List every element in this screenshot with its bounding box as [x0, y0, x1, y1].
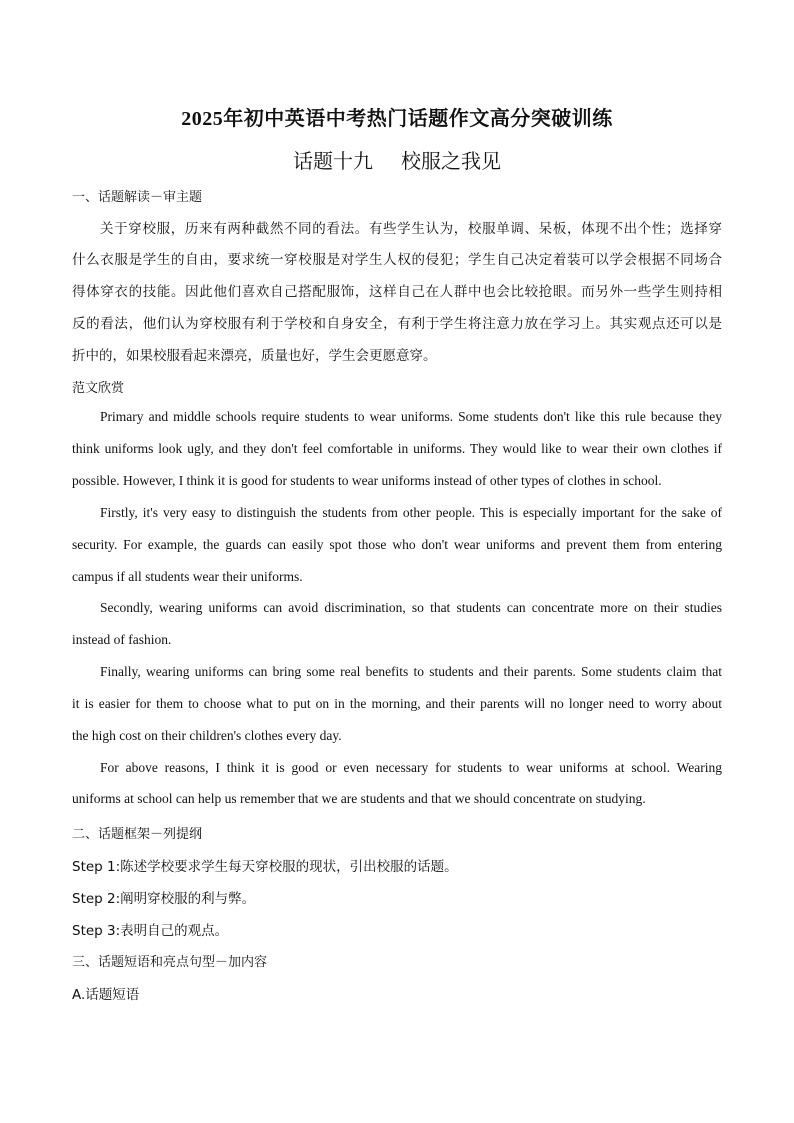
step-2: Step 2:阐明穿校服的利与弊。 [72, 891, 256, 907]
topic-number: 话题十九 [293, 149, 373, 173]
model-line-6: campus if all students wear their uniforms. [72, 569, 303, 584]
section1-line-5: 折中的，如果校服看起来漂亮，质量也好，学生会更愿意穿。 [72, 348, 437, 364]
model-heading: 范文欣赏 [72, 381, 125, 396]
model-line-4: Firstly, it's very easy to distinguish the students from other people. This is especially important for the sake of [100, 505, 722, 520]
section1-line-3: 得体穿衣的技能。因此他们喜欢自己搭配服饰，这样自己在人群中也会比较抢眼。而另外一些学生则持相 [72, 284, 722, 300]
section1-line-1: 关于穿校服，历来有两种截然不同的看法。有些学生认为，校服单调、呆板，体现不出个性；选择穿 [100, 221, 722, 237]
model-line-11: the high cost on their children's clothes every day. [72, 728, 342, 743]
model-line-3: possible. However, I think it is good for students to wear uniforms instead of other types of clothes in school. [72, 473, 662, 488]
topic-subtitle [0, 145, 794, 174]
model-line-9: Finally, wearing uniforms can bring some real benefits to students and their parents. Some students claim that [100, 664, 722, 679]
model-line-12: For above reasons, I think it is good or even necessary for students to wear uniforms at school. Wearing [100, 760, 722, 775]
section3-sub-a: A.话题短语 [72, 987, 140, 1003]
section1-line-4: 反的看法，他们认为穿校服有利于学校和自身安全，有利于学生将注意力放在学习上。其实观点还可以是 [72, 316, 722, 332]
model-line-13: uniforms at school can help us remember that we are students and that we should concentrate on studying. [72, 791, 646, 806]
model-line-1: Primary and middle schools require students to wear uniforms. Some students don't like this rule because they [100, 409, 722, 424]
step-3: Step 3:表明自己的观点。 [72, 923, 229, 939]
section3-heading: 三、话题短语和亮点句型－加内容 [72, 955, 268, 970]
model-line-5: security. For example, the guards can easily spot those who don't wear uniforms and prevent them from entering [72, 537, 722, 552]
topic-name: 校服之我见 [401, 149, 501, 173]
model-line-2: think uniforms look ugly, and they don't feel comfortable in uniforms. They would like to wear their own clothes if [72, 441, 722, 456]
model-line-7: Secondly, wearing uniforms can avoid discrimination, so that students can concentrate more on their studies [100, 600, 722, 615]
section1-line-2: 什么衣服是学生的自由，要求统一穿校服是对学生人权的侵犯；学生自己决定着装可以学会根据不同场合 [72, 252, 722, 268]
document-title: 2025年初中英语中考热门话题作文高分突破训练 [181, 108, 613, 130]
section1-heading: 一、话题解读－审主题 [72, 190, 203, 205]
model-line-8: instead of fashion. [72, 632, 172, 647]
section2-heading: 二、话题框架－列提纲 [72, 827, 203, 842]
step-1: Step 1:陈述学校要求学生每天穿校服的现状，引出校服的话题。 [72, 859, 458, 875]
model-line-10: it is easier for them to choose what to put on in the morning, and their parents will no longer need to worry about [72, 696, 722, 711]
